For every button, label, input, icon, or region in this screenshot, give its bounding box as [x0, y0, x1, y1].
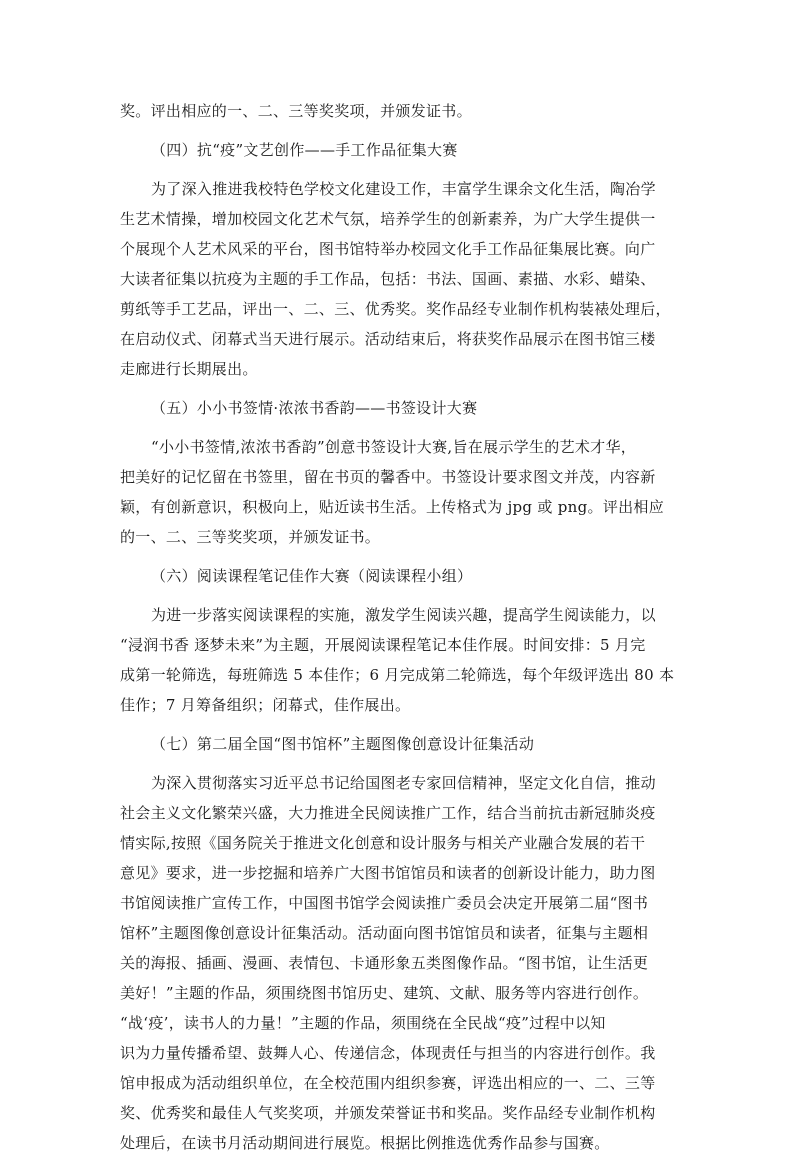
paragraph-line: 馆杯”主题图像创意设计征集活动。活动面向图书馆馆员和读者，征集与主题相 [120, 924, 649, 942]
paragraph-line: “浸润书香 逐梦未来”为主题，开展阅读课程笔记本佳作展。时间安排：5 月完 [120, 636, 646, 654]
paragraph-line: 成第一轮筛选，每班筛选 5 本佳作；6 月完成第二轮筛选，每个年级评选出 80 本 [120, 666, 675, 684]
section-heading-5: （五）小小书签情·浓浓书香韵——书签设计大赛 [151, 399, 478, 417]
section-heading-6: （六）阅读课程笔记佳作大赛（阅读课程小组） [151, 567, 473, 585]
paragraph-line: 剪纸等手工艺品，评出一、二、三、优秀奖。奖作品经专业制作机构装裱处理后， [120, 300, 671, 318]
paragraph-line: 意见》要求，进一步挖掘和培养广大图书馆馆员和读者的创新设计能力，助力图 [120, 864, 656, 882]
paragraph-line: 为了深入推进我校特色学校文化建设工作，丰富学生课余文化生活，陶冶学 [151, 180, 656, 198]
paragraph-line: 为进一步落实阅读课程的实施，激发学生阅读兴趣，提高学生阅读能力，以 [151, 606, 656, 624]
paragraph-line: 美好！”主题的作品，须围绕图书馆历史、建筑、文献、服务等内容进行创作。 [120, 984, 649, 1002]
paragraph-line: 颖，有创新意识，积极向上，贴近读书生活。上传格式为 jpg 或 png。评出相应 [120, 498, 665, 516]
paragraph-continuation [120, 96, 686, 126]
paragraph-line: 奖。评出相应的一、二、三等奖奖项，并颁发证书。 [120, 102, 472, 120]
paragraph-line: 走廊进行长期展出。 [120, 360, 258, 378]
paragraph-line: 个展现个人艺术风采的平台，图书馆特举办校园文化手工作品征集展比赛。向广 [120, 240, 656, 258]
paragraph-line: 在启动仪式、闭幕式当天进行展示。活动结束后，将获奖作品展示在图书馆三楼 [120, 330, 656, 348]
document-body [120, 96, 686, 1158]
section-heading-4: （四）抗“疫”文艺创作——手工作品征集大赛 [151, 141, 458, 159]
paragraph-handcraft-contest [120, 174, 686, 384]
paragraph-reading-notes-contest [120, 600, 686, 720]
paragraph-line: 关的海报、插画、漫画、表情包、卡通形象五类图像作品。“图书馆，让生活更 [120, 954, 649, 972]
section-heading-7: （七）第二届全国“图书馆杯”主题图像创意设计征集活动 [151, 735, 535, 753]
paragraph-line: 的一、二、三等奖奖项，并颁发证书。 [120, 528, 381, 546]
paragraph-line: 奖、优秀奖和最佳人气奖奖项，并颁发荣誉证书和奖品。奖作品经专业制作机构 [120, 1104, 656, 1122]
paragraph-line: 书馆阅读推广宣传工作，中国图书馆学会阅读推广委员会决定开展第二届“图书 [120, 894, 649, 912]
paragraph-line: 生艺术情操，增加校园文化艺术气氛，培养学生的创新素养，为广大学生提供一 [120, 210, 656, 228]
paragraph-library-cup-contest [120, 768, 686, 1158]
paragraph-line: 社会主义文化繁荣兴盛，大力推进全民阅读推广工作，结合当前抗击新冠肺炎疫 [120, 804, 656, 822]
paragraph-line: 佳作；7 月筹备组织；闭幕式，佳作展出。 [120, 696, 411, 714]
paragraph-line: 大读者征集以抗疫为主题的手工作品，包括：书法、国画、素描、水彩、蜡染、 [120, 270, 656, 288]
paragraph-line: “战‘疫’，读书人的力量！”主题的作品，须围绕在全民战“疫”过程中以知 [120, 1014, 606, 1032]
paragraph-bookmark-contest [120, 432, 686, 552]
paragraph-line: 馆申报成为活动组织单位，在全校范围内组织参赛，评选出相应的一、二、三等 [120, 1074, 656, 1092]
paragraph-line: 处理后，在读书月活动期间进行展览。根据比例推选优秀作品参与国赛。 [120, 1134, 610, 1152]
paragraph-line: 为深入贯彻落实习近平总书记给国图老专家回信精神，坚定文化自信，推动 [151, 774, 656, 792]
paragraph-line: 情实际,按照《国务院关于推进文化创意和设计服务与相关产业融合发展的若干 [120, 834, 646, 852]
paragraph-line: “小小书签情,浓浓书香韵”创意书签设计大赛,旨在展示学生的艺术才华， [151, 438, 637, 456]
paragraph-line: 识为力量传播希望、鼓舞人心、传递信念，体现责任与担当的内容进行创作。我 [120, 1044, 656, 1062]
paragraph-line: 把美好的记忆留在书签里，留在书页的馨香中。书签设计要求图文并茂，内容新 [120, 468, 656, 486]
